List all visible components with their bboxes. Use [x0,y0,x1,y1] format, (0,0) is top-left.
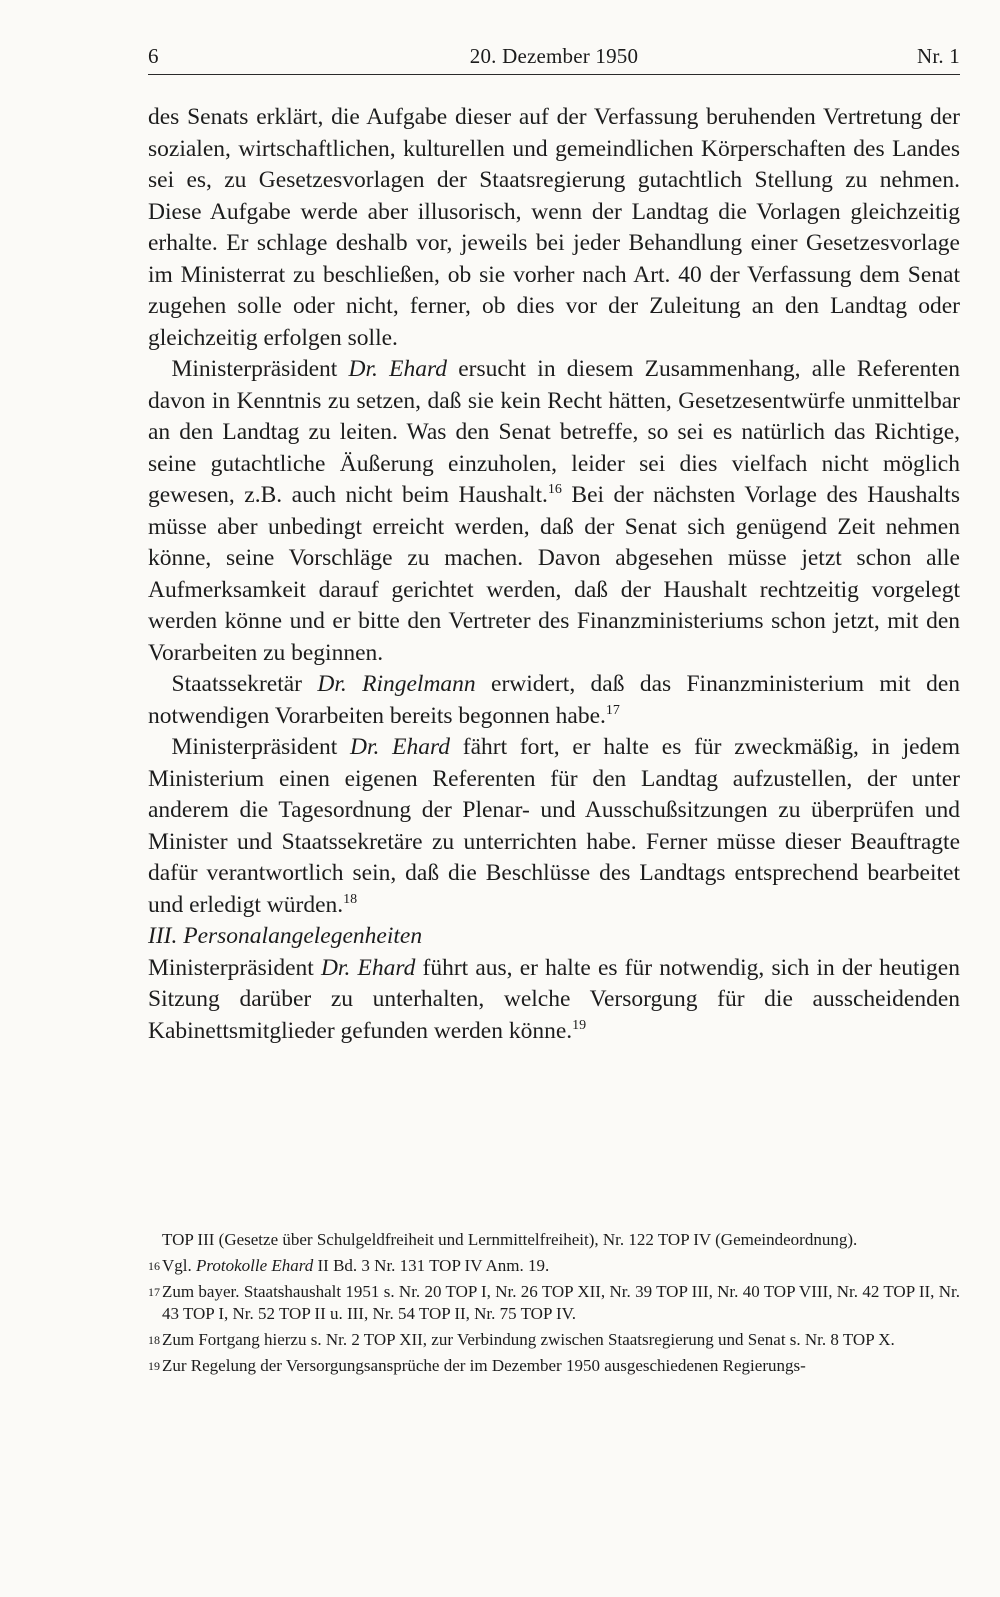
main-text [148,102,960,1047]
paragraph-5-text-b: führt aus, er halte es für notwendig, sich in der heutigen Sitzung darüber zu unterhalten, welche Versorgung für die ausscheidenden Kabinettsmitglieder gefunden werden könne. [148,954,960,1044]
paragraph-4 [148,732,960,921]
footnote-text: Zum bayer. Staatshaushalt 1951 s. Nr. 20 TOP I, Nr. 26 TOP XII, Nr. 39 TOP III, Nr. 40 TOP VIII, Nr. 42 TOP II, Nr. 43 TOP I, Nr. 52 TOP II u. III, Nr. 54 TOP II, Nr. 75 TOP IV. [162,1282,960,1323]
paragraph-2-text-b: ersucht in diesem Zusammenhang, alle Referenten davon in Kenntnis zu setzen, daß sie kein Recht hätten, Gesetzesentwürfe unmittelbar an den Landtag zu leiten. Was den Senat betreffe, so sei es natürlich das Richtige, seine gutachtliche Äußerung einzuholen, leider sei dies vielfach nicht möglich gewesen, z.B. auch nicht beim Haushalt. [148,356,960,508]
paragraph-5-text-a: Ministerpräsident [148,954,321,981]
footnote-17 [148,1281,960,1325]
speaker-name: Dr. Ehard [348,356,447,382]
footnotes [148,1229,960,1381]
section-heading: III. Personalangelegenheiten [148,923,423,949]
footnote-marker: 16 [148,1259,160,1273]
header-doc-number: Nr. 1 [917,44,960,68]
header-date: 20. Dezember 1950 [469,44,639,68]
header-rule [148,74,960,75]
speaker-name: Dr. Ringelmann [317,671,476,697]
paragraph-3-text-a: Staatssekretär [171,671,318,697]
page-number: 6 [148,44,159,68]
footnote-marker: 17 [148,1285,160,1299]
running-header [148,44,960,74]
speaker-name: Dr. Ehard [320,954,416,981]
footnote-ref-19[interactable]: 19 [572,1017,587,1033]
paragraph-2-text-a: Ministerpräsident [171,356,349,382]
footnote-marker: 19 [148,1359,160,1373]
footnote-ref-17[interactable]: 17 [605,702,620,718]
footnote-text: Zur Regelung der Versorgungsansprüche der im Dezember 1950 ausgeschiedenen Regierungs- [162,1356,806,1375]
footnote-text: Zum Fortgang hierzu s. Nr. 2 TOP XII, zur Verbindung zwischen Staatsregierung und Senat s. Nr. 8 TOP X. [162,1330,895,1349]
speaker-name: Dr. Ehard [350,734,451,760]
paragraph-3-text-b: erwidert, daß das Finanzministerium mit den notwendigen Vorarbeiten bereits begonnen habe. [148,671,960,729]
footnote-continuation [148,1229,960,1251]
footnote-16-italic: Protokolle Ehard [196,1256,314,1275]
footnote-16 [148,1255,960,1277]
footnote-18 [148,1329,960,1351]
paragraph-4-text-b: fährt fort, er halte es für zweckmäßig, in jedem Ministerium einen eigenen Referenten für den Landtag aufzustellen, der unter anderem die Tagesordnung der Plenar- und Ausschußsitzungen zu überprüfen und Minister und Staatssekretäre zu unterrichten habe. Ferner müsse dieser Beauftragte dafür verantwortlich sein, daß die Beschlüsse des Landtags entsprechend bearbeitet und erledigt würden. [148,734,960,918]
paragraph-3 [148,669,960,732]
paragraph-2 [148,354,960,669]
footnote-16-text-b: II Bd. 3 Nr. 131 TOP IV Anm. 19. [313,1256,550,1275]
paragraph-4-text-a: Ministerpräsident [171,734,351,760]
footnote-16-text-a: Vgl. [162,1256,196,1275]
paragraph-2-text-c: Bei der nächsten Vorlage des Haushalts müsse aber unbedingt erreicht werden, daß der Senat sich genügend Zeit nehmen könne, seine Vorschläge zu machen. Davon abgesehen müsse jetzt schon alle Aufmerksamkeit darauf gerichtet werden, daß der Haushalt rechtzeitig vorgelegt werden könne und er bitte den Vertreter des Finanzministeriums schon jetzt, mit den Vorarbeiten zu beginnen. [148,482,960,666]
footnote-continuation-text: TOP III (Gesetze über Schulgeldfreiheit und Lernmittelfreiheit), Nr. 122 TOP IV (Gemeindeordnung). [162,1230,858,1249]
footnote-ref-18[interactable]: 18 [343,891,358,907]
paragraph-5 [148,953,960,1048]
footnote-text [148,1255,960,1277]
footnote-19 [148,1355,960,1377]
paragraph-1: des Senats erklärt, die Aufgabe dieser auf der Verfassung beruhenden Vertretung der sozialen, wirtschaftlichen, kulturellen und gemeindlichen Körperschaften des Landes sei es, zu Gesetzesvorlagen der Staatsregierung gutachtlich Stellung zu nehmen. Diese Aufgabe werde aber illusorisch, wenn der Landtag die Vorlagen gleichzeitig erhalte. Er schlage deshalb vor, jeweils bei jeder Behandlung einer Gesetzesvorlage im Ministerrat zu beschließen, ob sie vorher nach Art. 40 der Verfassung dem Senat zugehen solle oder nicht, ferner, ob dies vor der Zuleitung an den Landtag oder gleichzeitig erfolgen solle. [148,104,960,351]
footnote-ref-16[interactable]: 16 [547,482,562,497]
footnote-marker: 18 [148,1333,160,1347]
